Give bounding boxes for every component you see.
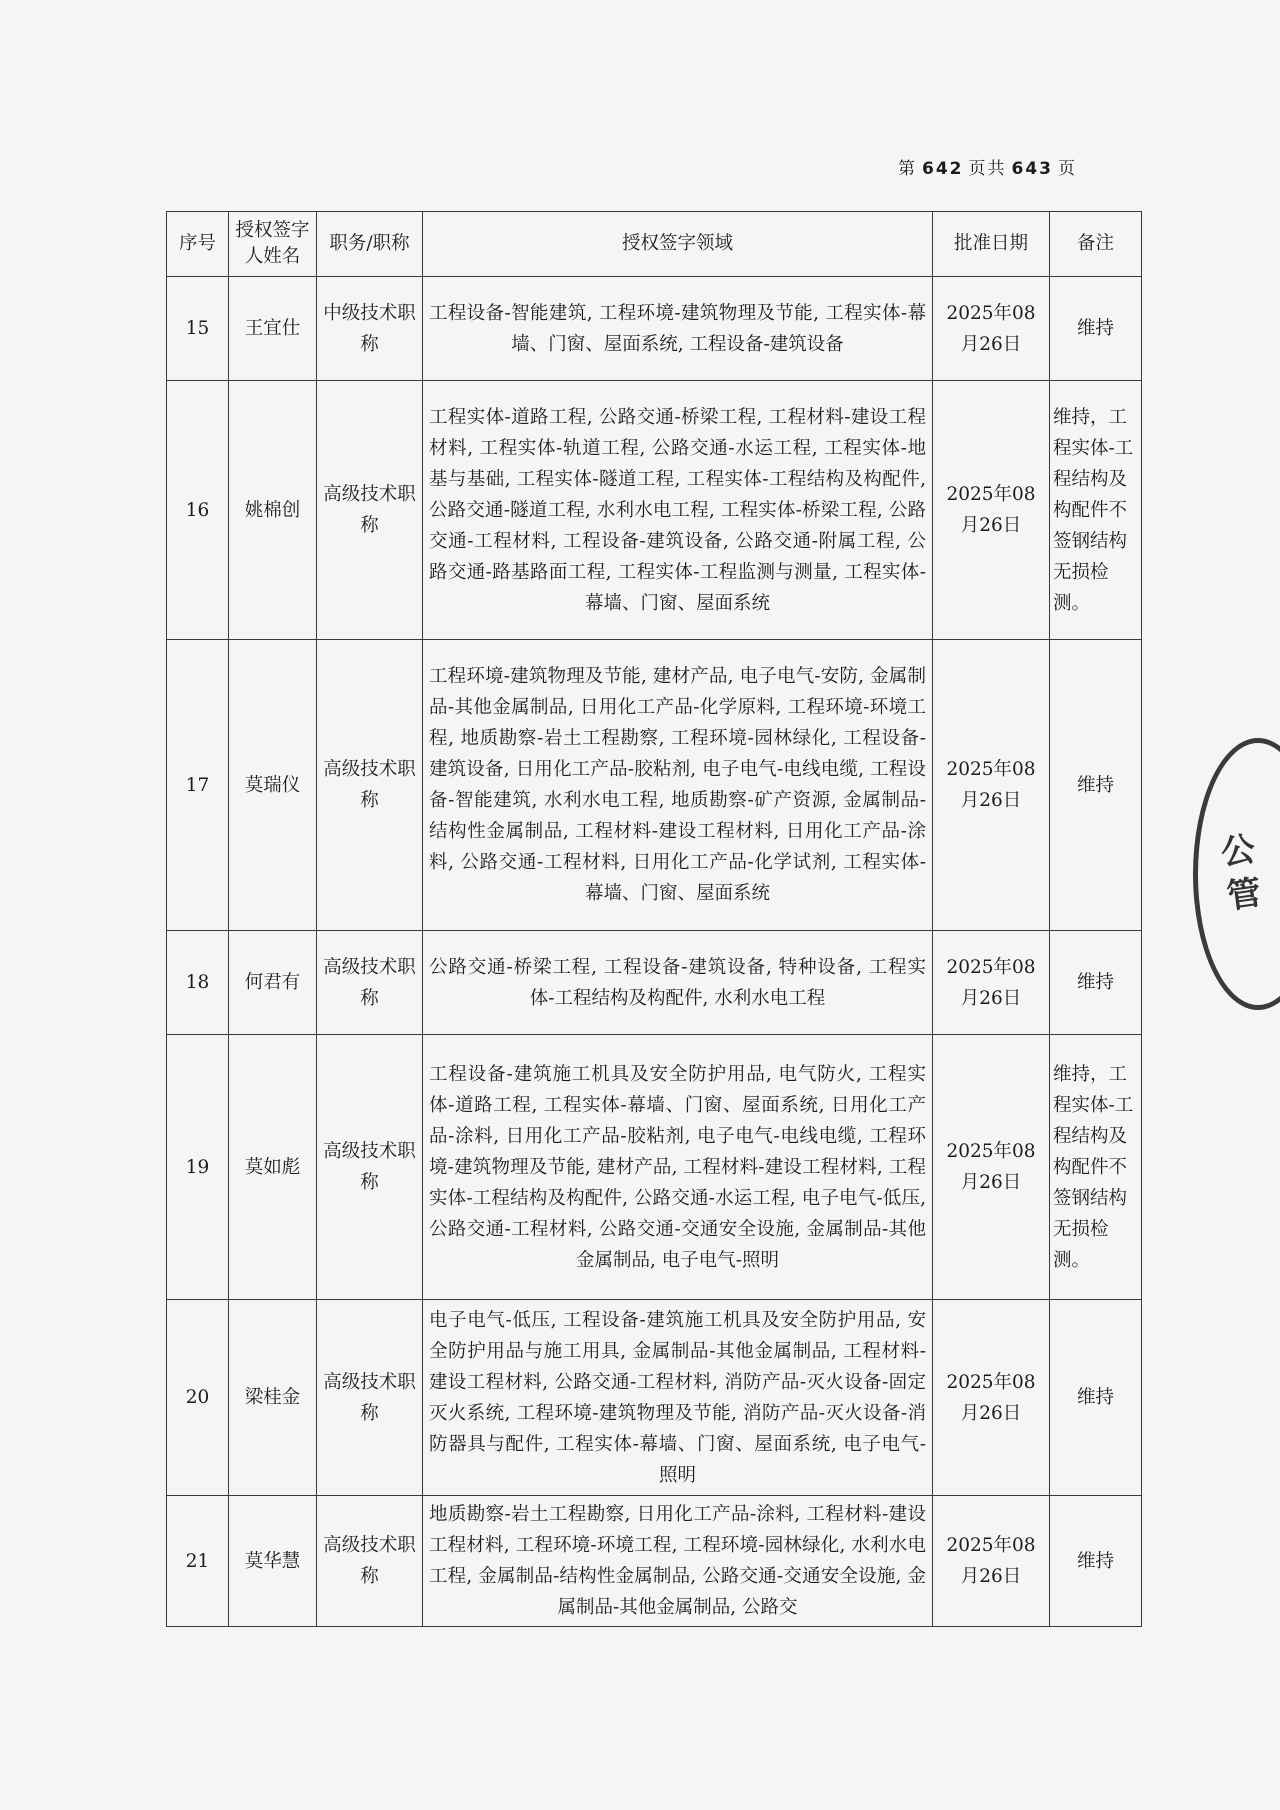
seal-text: 公管 — [1218, 828, 1266, 918]
row-remark: 维持，工程实体-工程结构及构配件不签钢结构无损检测。 — [1050, 381, 1142, 640]
row-index: 19 — [167, 1035, 229, 1300]
row-title: 高级技术职称 — [317, 1496, 423, 1627]
row-index: 21 — [167, 1496, 229, 1627]
page-suffix: 页 — [1058, 159, 1077, 179]
row-name: 莫瑞仪 — [229, 640, 317, 931]
row-index: 16 — [167, 381, 229, 640]
row-remark: 维持 — [1050, 1300, 1142, 1496]
row-domain: 电子电气-低压, 工程设备-建筑施工机具及安全防护用品, 安全防护用品与施工用具, 金属制品-其他金属制品, 工程材料-建设工程材料, 公路交通-工程材料, 消防产品-灭火设备-固定灭火系统, 工程环境-建筑物理及节能, 消防产品-灭火设备-消防器具与配件, 工程实体-幕墙、门窗、屋面系统, 电子电气-照明 — [423, 1300, 933, 1496]
header-remark: 备注 — [1050, 212, 1142, 277]
row-domain: 工程设备-建筑施工机具及安全防护用品, 电气防火, 工程实体-道路工程, 工程实体-幕墙、门窗、屋面系统, 日用化工产品-涂料, 日用化工产品-胶粘剂, 电子电气-电线电缆, 工程环境-建筑物理及节能, 建材产品, 工程材料-建设工程材料, 工程实体-工程结构及构配件, 公路交通-水运工程, 电子电气-低压, 公路交通-工程材料, 公路交通-交通安全设施, 金属制品-其他金属制品, 电子电气-照明 — [423, 1035, 933, 1300]
row-index: 17 — [167, 640, 229, 931]
header-date: 批准日期 — [933, 212, 1050, 277]
table-row — [167, 1035, 1142, 1300]
authorization-table — [166, 211, 1142, 1627]
row-remark: 维持 — [1050, 931, 1142, 1035]
header-title: 职务/职称 — [317, 212, 423, 277]
table-row — [167, 640, 1142, 931]
table-row — [167, 1496, 1142, 1627]
total-pages: 643 — [1011, 159, 1053, 179]
table-row — [167, 381, 1142, 640]
row-title: 中级技术职称 — [317, 277, 423, 381]
row-index: 20 — [167, 1300, 229, 1496]
current-page: 642 — [922, 159, 964, 179]
row-name: 梁桂金 — [229, 1300, 317, 1496]
row-domain: 工程环境-建筑物理及节能, 建材产品, 电子电气-安防, 金属制品-其他金属制品, 日用化工产品-化学原料, 工程环境-环境工程, 地质勘察-岩土工程勘察, 工程环境-园林绿化, 工程设备-建筑设备, 日用化工产品-胶粘剂, 电子电气-电线电缆, 工程设备-智能建筑, 水利水电工程, 地质勘察-矿产资源, 金属制品-结构性金属制品, 工程材料-建设工程材料, 日用化工产品-涂料, 公路交通-工程材料, 日用化工产品-化学试剂, 工程实体-幕墙、门窗、屋面系统 — [423, 640, 933, 931]
row-title: 高级技术职称 — [317, 1035, 423, 1300]
row-title: 高级技术职称 — [317, 381, 423, 640]
page-prefix: 第 — [898, 159, 917, 179]
row-remark: 维持 — [1050, 277, 1142, 381]
row-name: 姚棉创 — [229, 381, 317, 640]
table-row — [167, 277, 1142, 381]
row-index: 15 — [167, 277, 229, 381]
row-remark: 维持 — [1050, 1496, 1142, 1627]
row-remark: 维持 — [1050, 640, 1142, 931]
row-domain: 工程设备-智能建筑, 工程环境-建筑物理及节能, 工程实体-幕墙、门窗、屋面系统, 工程设备-建筑设备 — [423, 277, 933, 381]
header-index: 序号 — [167, 212, 229, 277]
table-header-row — [167, 212, 1142, 277]
row-name: 何君有 — [229, 931, 317, 1035]
row-date: 2025年08月26日 — [933, 381, 1050, 640]
header-name: 授权签字人姓名 — [229, 212, 317, 277]
table-row — [167, 931, 1142, 1035]
page-middle: 页共 — [968, 159, 1007, 179]
row-date: 2025年08月26日 — [933, 640, 1050, 931]
row-title: 高级技术职称 — [317, 640, 423, 931]
row-date: 2025年08月26日 — [933, 1300, 1050, 1496]
table-row — [167, 1300, 1142, 1496]
row-name: 莫华慧 — [229, 1496, 317, 1627]
row-domain: 公路交通-桥梁工程, 工程设备-建筑设备, 特种设备, 工程实体-工程结构及构配件, 水利水电工程 — [423, 931, 933, 1035]
page-number — [898, 154, 1077, 179]
row-name: 王宜仕 — [229, 277, 317, 381]
header-domain: 授权签字领域 — [423, 212, 933, 277]
row-date: 2025年08月26日 — [933, 1035, 1050, 1300]
row-date: 2025年08月26日 — [933, 931, 1050, 1035]
row-title: 高级技术职称 — [317, 1300, 423, 1496]
row-title: 高级技术职称 — [317, 931, 423, 1035]
row-name: 莫如彪 — [229, 1035, 317, 1300]
row-date: 2025年08月26日 — [933, 277, 1050, 381]
row-domain: 地质勘察-岩土工程勘察, 日用化工产品-涂料, 工程材料-建设工程材料, 工程环境-环境工程, 工程环境-园林绿化, 水利水电工程, 金属制品-结构性金属制品, 公路交通-交通安全设施, 金属制品-其他金属制品, 公路交 — [423, 1496, 933, 1627]
row-date: 2025年08月26日 — [933, 1496, 1050, 1627]
row-index: 18 — [167, 931, 229, 1035]
row-domain: 工程实体-道路工程, 公路交通-桥梁工程, 工程材料-建设工程材料, 工程实体-轨道工程, 公路交通-水运工程, 工程实体-地基与基础, 工程实体-隧道工程, 工程实体-工程结构及构配件, 公路交通-隧道工程, 水利水电工程, 工程实体-桥梁工程, 公路交通-工程材料, 工程设备-建筑设备, 公路交通-附属工程, 公路交通-路基路面工程, 工程实体-工程监测与测量, 工程实体-幕墙、门窗、屋面系统 — [423, 381, 933, 640]
row-remark: 维持，工程实体-工程结构及构配件不签钢结构无损检测。 — [1050, 1035, 1142, 1300]
